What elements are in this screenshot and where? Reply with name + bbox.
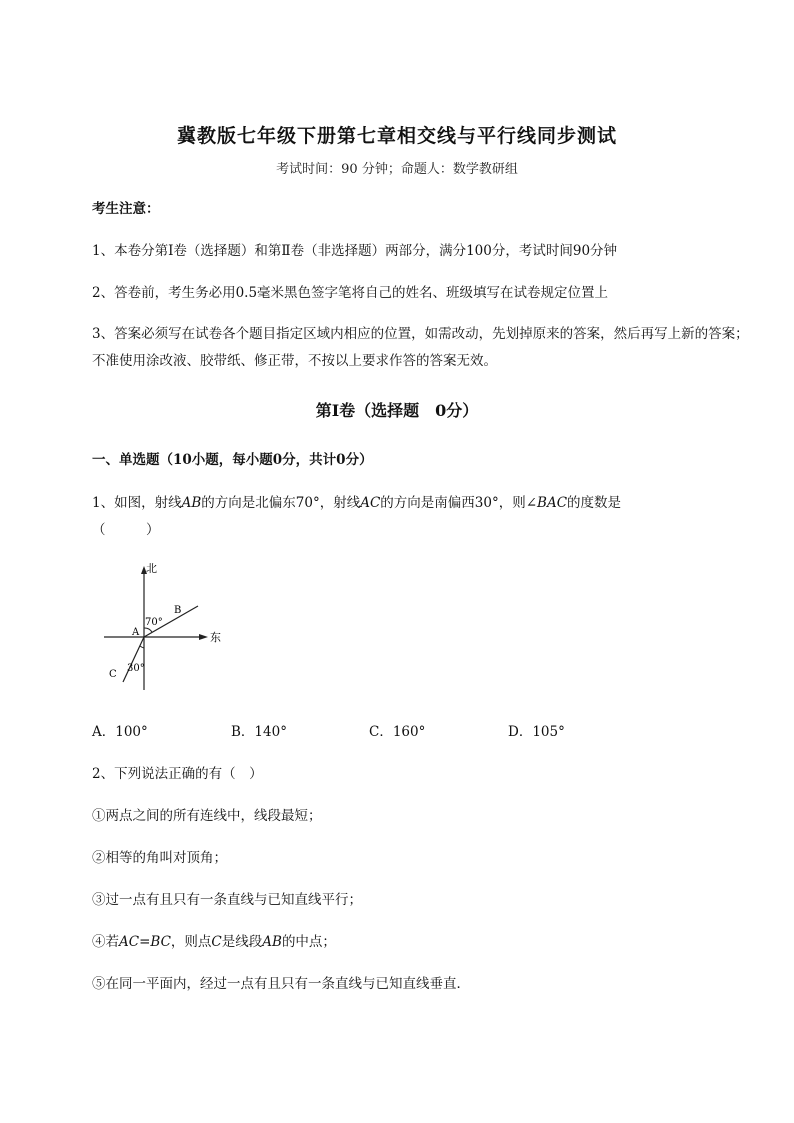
- q2-statement-2: ②相等的角叫对顶角；: [92, 850, 227, 866]
- part-title: 一、单选题（10小题，每小题0分，共计0分）: [92, 452, 373, 468]
- q1-answer-blank: （ ）: [92, 522, 160, 538]
- q1-var-ab: AB: [181, 495, 202, 511]
- q1-option-b[interactable]: B．140°: [231, 724, 287, 740]
- q2-s4-var-bc: BC: [150, 934, 171, 950]
- north-label: 北: [146, 562, 157, 575]
- direction-figure: [100, 562, 230, 692]
- q1-text-c: 的方向是南偏西30°，则∠: [380, 495, 538, 511]
- exam-title: 冀教版七年级下册第七章相交线与平行线同步测试: [176, 125, 617, 147]
- q2-s4-text-d: 的中点；: [281, 934, 336, 950]
- q2-s4-var-ab: AB: [262, 934, 282, 950]
- notice-heading: 考生注意：: [92, 201, 160, 217]
- question-2-stem: 2、下列说法正确的有（ ）: [92, 766, 263, 782]
- q1-text-b: 的方向是北偏东70°，射线: [201, 495, 361, 511]
- q2-s4-text-a: ④若: [92, 934, 119, 950]
- east-arrowhead: [199, 634, 208, 640]
- q1-option-a[interactable]: A．100°: [92, 724, 148, 740]
- angle-30-arc: [140, 646, 144, 648]
- angle-70-label: 70°: [145, 617, 163, 628]
- angle-30-label: 30°: [127, 663, 145, 674]
- exam-subtitle: 考试时间：90 分钟；命题人：数学教研组: [276, 162, 518, 177]
- q2-s4-equals: =: [139, 934, 151, 950]
- notice-item-2: 2、答卷前，考生务必用0.5毫米黑色签字笔将自己的姓名、班级填写在试卷规定位置上: [92, 285, 609, 301]
- q2-statement-4: [92, 928, 752, 956]
- q1-var-bac: BAC: [537, 495, 568, 511]
- q1-text-d: 的度数是: [567, 495, 622, 511]
- section-title: 第Ⅰ卷（选择题 0分）: [315, 401, 479, 420]
- angle-70-arc: [144, 628, 152, 632]
- point-c-label: C: [109, 669, 117, 680]
- question-1-stem: [92, 489, 752, 517]
- q2-s4-var-c: C: [211, 934, 222, 950]
- notice-item-1: 1、本卷分第Ⅰ卷（选择题）和第Ⅱ卷（非选择题）两部分，满分100分，考试时间90分钟: [92, 243, 618, 259]
- q2-statement-3: ③过一点有且只有一条直线与已知直线平行；: [92, 892, 362, 908]
- q1-text-a: 1、如图，射线: [92, 495, 182, 511]
- q1-var-ac: AC: [360, 495, 381, 511]
- q2-statement-1: ①两点之间的所有连线中，线段最短；: [92, 808, 322, 824]
- q2-s4-text-c: 是线段: [221, 934, 263, 950]
- q1-option-d[interactable]: D．105°: [508, 724, 565, 740]
- q2-statement-5: ⑤在同一平面内，经过一点有且只有一条直线与已知直线垂直．: [92, 976, 470, 992]
- q2-s4-text-b: ，则点: [170, 934, 212, 950]
- point-b-label: B: [174, 605, 182, 616]
- notice-item-3: 3、答案必须写在试卷各个题目指定区域内相应的位置，如需改动，先划掉原来的答案，然后再写上新的答案；不准使用涂改液、胶带纸、修正带，不按以上要求作答的答案无效。: [92, 326, 749, 369]
- point-a-label: A: [132, 627, 140, 638]
- q1-option-c[interactable]: C．160°: [369, 724, 426, 740]
- q2-s4-var-ac: AC: [119, 934, 140, 950]
- ray-ac: [123, 637, 144, 682]
- east-label: 东: [210, 631, 221, 644]
